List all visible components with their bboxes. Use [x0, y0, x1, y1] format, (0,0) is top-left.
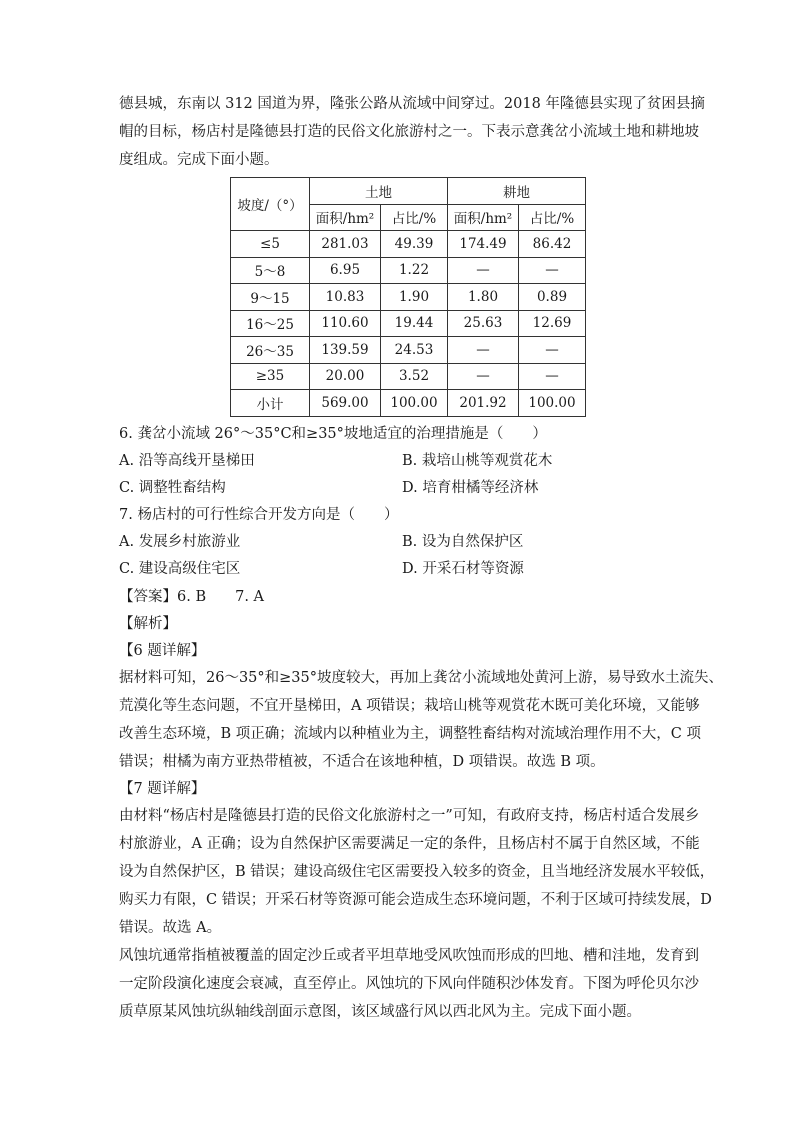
- question-6-option-c: C. 调整牲畜结构: [119, 480, 226, 496]
- q7-detail-line: 设为自然保护区，B 错误；建设高级住宅区需要投入较多的资金，且当地经济发展水平较低，: [119, 864, 715, 880]
- intro-line: 德县城，东南以 312 国道为界，隆张公路从流域中间穿过。2018 年隆德县实现了贫困县摘: [119, 96, 705, 112]
- next-intro-line: 风蚀坑通常指植被覆盖的固定沙丘或者平坦草地受风吹蚀而形成的凹地、槽和洼地，发育到: [119, 948, 699, 964]
- cell-farm-area: —: [448, 363, 519, 390]
- table-row: [231, 390, 586, 417]
- cell-farm-area: 174.49: [448, 231, 519, 258]
- cell-land-ratio: 1.22: [381, 257, 448, 284]
- table-row: [231, 284, 586, 311]
- cell-slope: 9～15: [231, 284, 310, 311]
- analysis-heading: 【解析】: [119, 616, 177, 632]
- table-row: [231, 337, 586, 364]
- next-intro-line: 一定阶段演化速度会衰减，直至停止。风蚀坑的下风向伴随积沙体发育。下图为呼伦贝尔沙: [119, 976, 699, 992]
- cell-farm-area: —: [448, 257, 519, 284]
- cell-slope: ≤5: [231, 231, 310, 258]
- next-question-intro: [119, 942, 699, 1026]
- cell-land-ratio: 24.53: [381, 337, 448, 364]
- slope-composition-table: [230, 177, 586, 417]
- question-7-option-d: D. 开采石材等资源: [402, 561, 524, 577]
- intro-line: 帽的目标，杨店村是隆德县打造的民俗文化旅游村之一。下表示意龚岔小流域土地和耕地坡: [119, 124, 699, 140]
- cell-farm-ratio: —: [519, 337, 586, 364]
- cell-land-ratio: 100.00: [381, 390, 448, 417]
- answer-line: 【答案】6. B 7. A: [119, 589, 265, 605]
- cell-land-ratio: 1.90: [381, 284, 448, 311]
- q6-detail-heading: 【6 题详解】: [119, 643, 206, 659]
- cell-farm-ratio: 100.00: [519, 390, 586, 417]
- cell-farm-area: 201.92: [448, 390, 519, 417]
- cell-slope: ≥35: [231, 363, 310, 390]
- table-row: [231, 363, 586, 390]
- cell-land-area: 139.59: [310, 337, 381, 364]
- q6-detail-line: 据材料可知，26～35°和≥35°坡度较大，再加上龚岔小流域地处黄河上游，易导致水土流失、: [119, 670, 723, 686]
- cell-farm-area: —: [448, 337, 519, 364]
- cell-farm-ratio: —: [519, 257, 586, 284]
- cell-land-ratio: 3.52: [381, 363, 448, 390]
- intro-line: 度组成。完成下面小题。: [119, 152, 279, 168]
- q7-detail-line: 村旅游业，A 正确；设为自然保护区需要满足一定的条件，且杨店村不属于自然区域，不能: [119, 836, 700, 852]
- cell-slope: 26～35: [231, 337, 310, 364]
- q7-detail-paragraph: [119, 802, 715, 942]
- q7-detail-line: 由材料“杨店村是隆德县打造的民俗文化旅游村之一”可知，有政府支持，杨店村适合发展乡: [119, 808, 700, 824]
- question-7-option-a: A. 发展乡村旅游业: [119, 534, 241, 550]
- cell-farm-ratio: —: [519, 363, 586, 390]
- cell-slope: 小计: [231, 390, 310, 417]
- q6-detail-paragraph: [119, 664, 723, 776]
- cell-farm-area: 25.63: [448, 310, 519, 337]
- cell-land-ratio: 49.39: [381, 231, 448, 258]
- q6-detail-line: 荒漠化等生态问题，不宜开垦梯田，A 项错误；栽培山桃等观赏花木既可美化环境，又能够: [119, 698, 700, 714]
- cell-land-area: 569.00: [310, 390, 381, 417]
- question-6-option-b: B. 栽培山桃等观赏花木: [402, 453, 553, 469]
- table-header-farm-ratio: 占比/%: [519, 204, 586, 231]
- cell-land-area: 281.03: [310, 231, 381, 258]
- table-header-land: 土地: [310, 178, 448, 205]
- table-header-land-ratio: 占比/%: [381, 204, 448, 231]
- question-7-option-c: C. 建设高级住宅区: [119, 561, 241, 577]
- q7-detail-heading: 【7 题详解】: [119, 781, 206, 797]
- question-6-stem: 6. 龚岔小流域 26°～35°C和≥35°坡地适宜的治理措施是（ ）: [119, 426, 547, 442]
- cell-slope: 16～25: [231, 310, 310, 337]
- q6-detail-line: 改善生态环境，B 项正确；流域内以种植业为主，调整牲畜结构对流域治理作用不大，C 项: [119, 726, 701, 742]
- question-7-stem: 7. 杨店村的可行性综合开发方向是（ ）: [119, 507, 399, 523]
- next-intro-line: 质草原某风蚀坑纵轴线剖面示意图，该区域盛行风以西北风为主。完成下面小题。: [119, 1004, 641, 1020]
- cell-farm-area: 1.80: [448, 284, 519, 311]
- table-row: [231, 231, 586, 258]
- cell-farm-ratio: 86.42: [519, 231, 586, 258]
- question-6-option-a: A. 沿等高线开垦梯田: [119, 453, 255, 469]
- q7-detail-line: 错误。故选 A。: [119, 920, 222, 936]
- q7-detail-line: 购买力有限，C 错误；开采石材等资源可能会造成生态环境问题，不利于区域可持续发展，D: [119, 892, 712, 908]
- table-header-slope: 坡度/（°）: [231, 178, 310, 231]
- intro-paragraph: [119, 90, 705, 174]
- cell-land-area: 20.00: [310, 363, 381, 390]
- cell-farm-ratio: 12.69: [519, 310, 586, 337]
- table-row: [231, 310, 586, 337]
- table-row: [231, 257, 586, 284]
- table-header-land-area: 面积/hm²: [310, 204, 381, 231]
- question-6-option-d: D. 培育柑橘等经济林: [402, 480, 539, 496]
- q6-detail-line: 错误；柑橘为南方亚热带植被，不适合在该地种植，D 项错误。故选 B 项。: [119, 754, 605, 770]
- table-header-farm-area: 面积/hm²: [448, 204, 519, 231]
- cell-land-area: 6.95: [310, 257, 381, 284]
- table-header-farmland: 耕地: [448, 178, 586, 205]
- cell-slope: 5～8: [231, 257, 310, 284]
- question-7-option-b: B. 设为自然保护区: [402, 534, 524, 550]
- cell-land-area: 10.83: [310, 284, 381, 311]
- cell-land-ratio: 19.44: [381, 310, 448, 337]
- cell-land-area: 110.60: [310, 310, 381, 337]
- cell-farm-ratio: 0.89: [519, 284, 586, 311]
